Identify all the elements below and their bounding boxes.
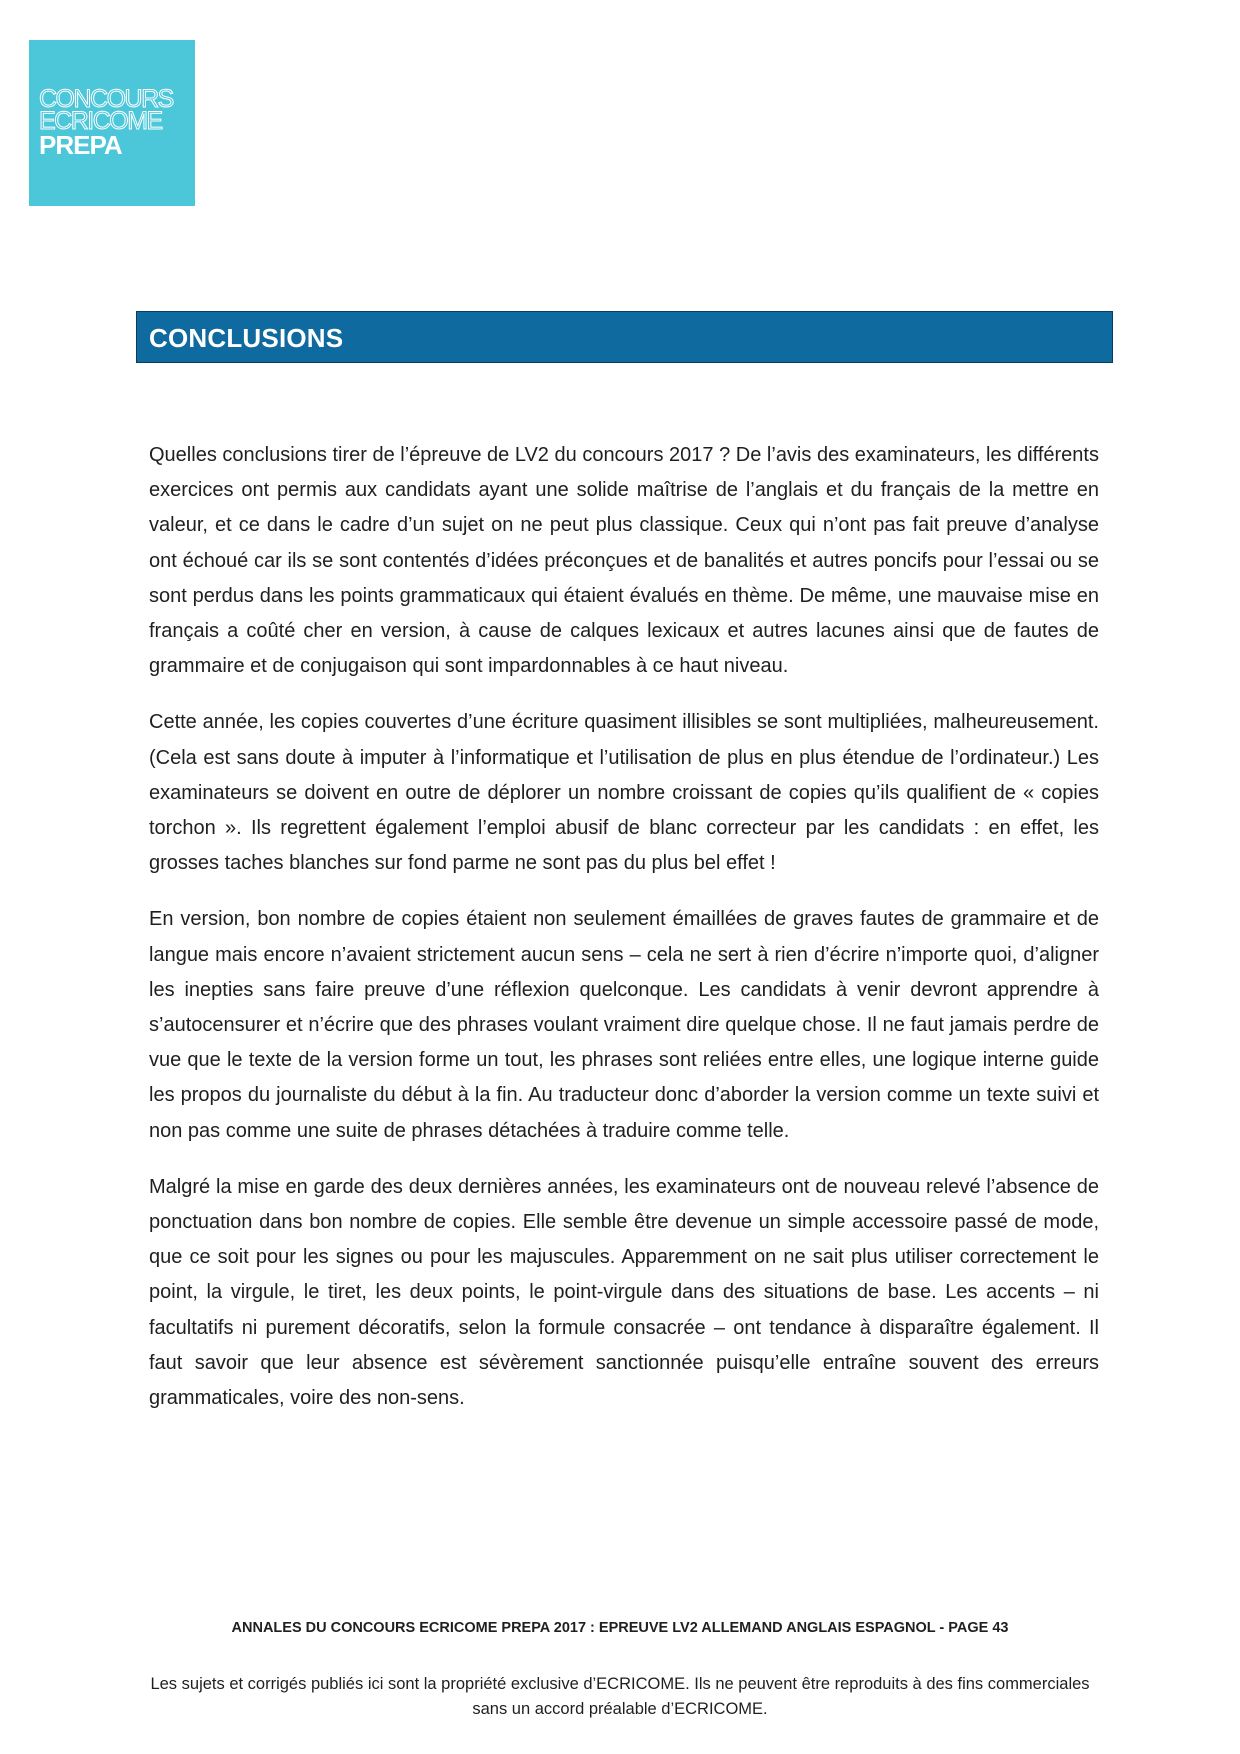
- footer-copyright-note: Les sujets et corrigés publiés ici sont la propriété exclusive d’ECRICOME. Ils ne peuvent être reproduits à des fins commerciales sans un accord préalable d’ECRICOME.: [150, 1675, 1090, 1718]
- paragraph-4: Malgré la mise en garde des deux dernières années, les examinateurs ont de nouveau relevé l’absence de ponctuation dans bon nombre de copies. Elle semble être devenue un simple accessoire passé de mode, que ce soit pour les signes ou pour les majuscules. Apparemment on ne sait plus utiliser correctement le point, la virgule, le tiret, les deux points, le point-virgule dans des situations de base. Les accents – ni facultatifs ni purement décoratifs, selon la formule consacrée – ont tendance à disparaître également. Il faut savoir que leur absence est sévèrement sanctionnée puisqu’elle entraîne souvent des erreurs grammaticales, voire des non-sens.: [149, 1175, 1099, 1410]
- logo-text-prepa: PREPA: [39, 130, 122, 160]
- paragraph-3: En version, bon nombre de copies étaient non seulement émaillées de graves fautes de grammaire et de langue mais encore n’avaient strictement aucun sens – cela ne sert à rien d’écrire n’importe quoi, d’aligner les inepties sans faire preuve d’une réflexion quelconque. Les candidats à venir devront apprendre à s’autocensurer et n’écrire que des phrases voulant vraiment dire quelque chose. Il ne faut jamais perdre de vue que le texte de la version forme un tout, les phrases sont reliées entre elles, une logique interne guide les propos du journaliste du début à la fin. Au traducteur donc d’aborder la version comme un texte suivi et non pas comme une suite de phrases détachées à traduire comme telle.: [149, 908, 1099, 1142]
- logo-text-ecricome: ECRICOME: [39, 107, 162, 135]
- ecricome-logo: [29, 40, 195, 206]
- paragraph-2: Cette année, les copies couvertes d’une écriture quasiment illisibles se sont multipliées, malheureusement. (Cela est sans doute à imputer à l’informatique et l’utilisation de plus en plus étendue de l’ordinateur.) Les examinateurs se doivent en outre de déplorer un nombre croissant de copies qu’ils qualifient de « copies torchon ». Ils regrettent également l’emploi abusif de blanc correcteur par les candidats : en effet, les grosses taches blanches sur fond parme ne sont pas du plus bel effet !: [149, 711, 1099, 875]
- logo-text-concours: CONCOURS: [39, 85, 173, 113]
- section-title: CONCLUSIONS: [149, 323, 344, 353]
- document-body: [149, 438, 1099, 1437]
- section-header: [136, 311, 1113, 363]
- paragraph-1: Quelles conclusions tirer de l’épreuve de LV2 du concours 2017 ? De l’avis des examinateurs, les différents exercices ont permis aux candidats ayant une solide maîtrise de l’anglais et du français de la mettre en valeur, et ce dans le cadre d’un sujet on ne peut plus classique. Ceux qui n’ont pas fait preuve d’analyse ont échoué car ils se sont contentés d’idées préconçues et de banalités et autres poncifs pour l’essai ou se sont perdus dans les points grammaticaux qui étaient évalués en thème. De même, une mauvaise mise en français a coûté cher en version, à cause de calques lexicaux et autres lacunes ainsi que de fautes de grammaire et de conjugaison qui sont impardonnables à ce haut niveau.: [149, 444, 1099, 678]
- footer-title: ANNALES DU CONCOURS ECRICOME PREPA 2017 : EPREUVE LV2 ALLEMAND ANGLAIS ESPAGNOL - PAGE 43: [231, 1620, 1009, 1636]
